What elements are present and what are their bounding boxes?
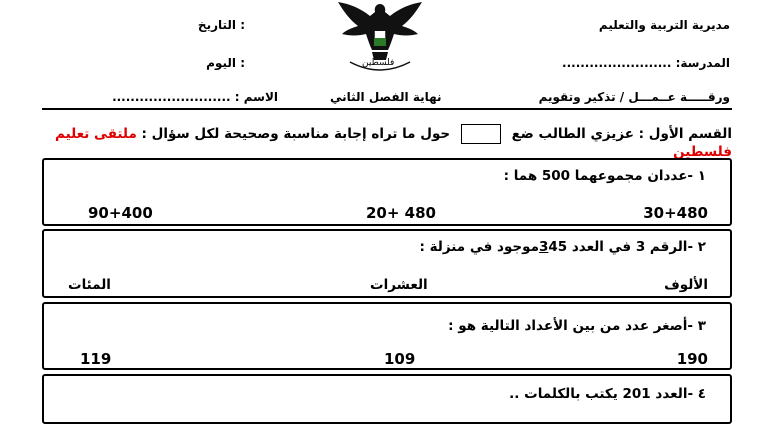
- section-title-start: القسم الأول : عزيزي الطالب ضع: [511, 126, 732, 142]
- school-label: المدرسة:: [675, 56, 730, 70]
- school-dots: ........................: [562, 56, 672, 70]
- question-text-4: ٤ -العدد 201 يكتب بالكلمات ..: [509, 386, 706, 402]
- question-text-2-after: موجود في منزلة :: [419, 239, 539, 255]
- question-number-rest: 45: [548, 239, 568, 255]
- question-box-3: [42, 302, 732, 370]
- palestine-eagle-emblem: [330, 0, 430, 80]
- option-1-b[interactable]: 20+ 480: [366, 204, 436, 222]
- question-text-3: ٣ -أصغر عدد من بين الأعداد التالية هو :: [448, 318, 706, 334]
- option-3-c[interactable]: 119: [80, 350, 112, 368]
- question-text-2-before: ٢ -الرقم 3 في العدد: [567, 239, 706, 255]
- question-box-4: [42, 374, 732, 424]
- option-2-b[interactable]: العشرات: [370, 277, 428, 293]
- option-1-a[interactable]: 30+480: [643, 204, 708, 222]
- option-2-c[interactable]: المئات: [68, 277, 111, 293]
- question-text-2: [420, 239, 707, 255]
- option-2-a[interactable]: الألوف: [664, 277, 708, 293]
- date-label: التاريخ :: [197, 18, 245, 32]
- option-3-a[interactable]: 190: [676, 350, 708, 368]
- day-label: اليوم :: [206, 56, 245, 70]
- section-title: [0, 124, 732, 160]
- question-box-2: [42, 229, 732, 298]
- answer-mark-box: [461, 124, 501, 144]
- directorate-title: مديرية التربية والتعليم: [598, 18, 730, 32]
- section-title-end: حول ما تراه إجابة مناسبة وصحيحة لكل سؤال :: [141, 126, 451, 142]
- name-field: الاسم : ..........................: [112, 90, 278, 104]
- option-1-c[interactable]: 90+400: [88, 204, 153, 222]
- worksheet-title: ورقـــــة عــمـــل / تذكير وتقويم: [538, 90, 730, 104]
- option-3-b[interactable]: 109: [384, 350, 416, 368]
- section-highlight: ملتقى تعليم فلسطين: [55, 126, 732, 160]
- question-box-1: [42, 158, 732, 226]
- question-text-1: ١ -عددان مجموعهما 500 هما :: [503, 168, 706, 184]
- header-divider: [42, 108, 732, 110]
- question-number-digit: 3: [538, 239, 549, 255]
- end-term-title: نهاية الفصل الثاني: [330, 90, 442, 104]
- school-field: [562, 56, 730, 70]
- emblem-caption: فلسطين: [362, 58, 395, 68]
